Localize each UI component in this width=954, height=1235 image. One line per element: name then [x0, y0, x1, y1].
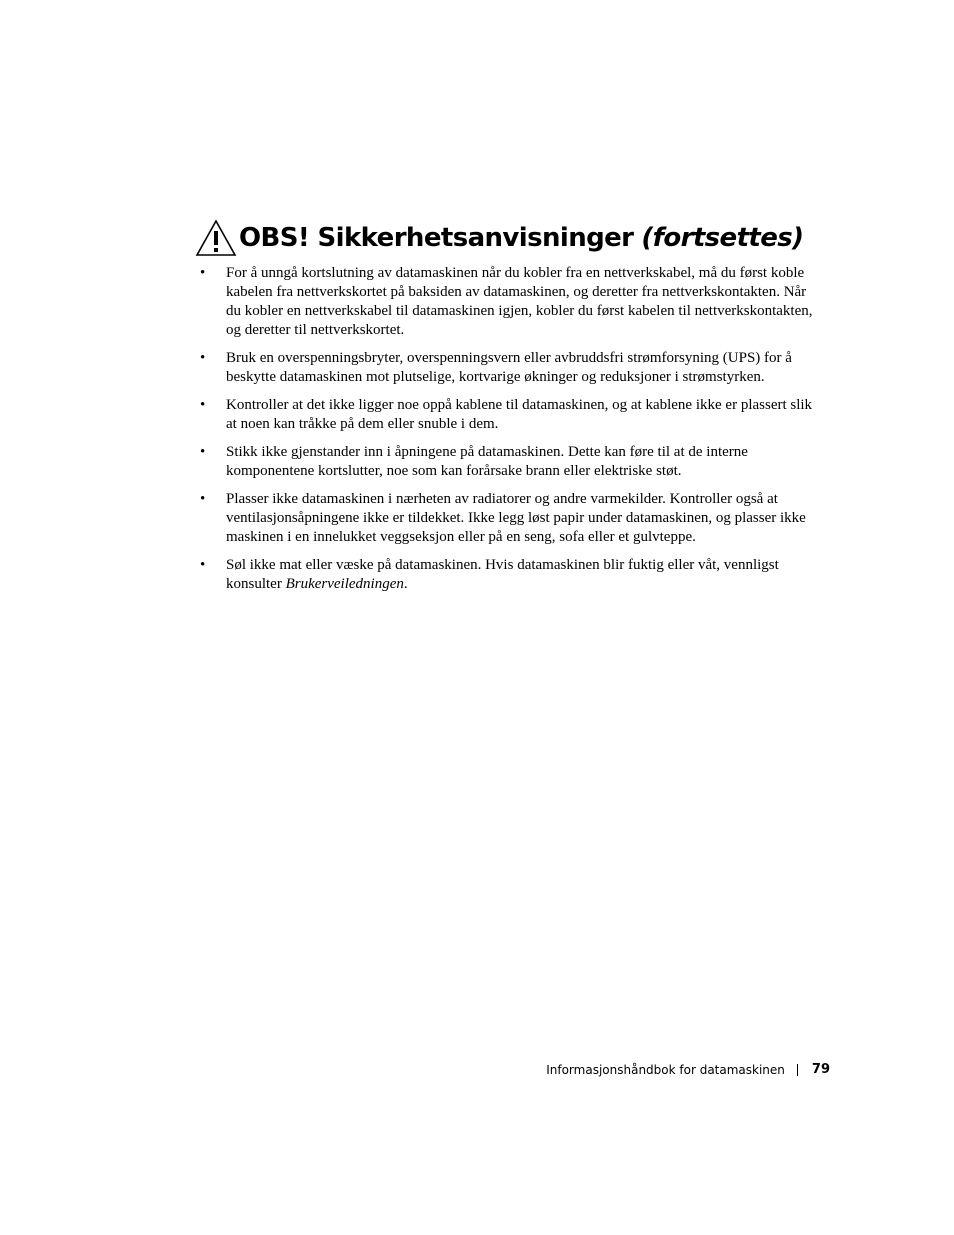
page-footer [546, 1060, 830, 1080]
list-item [196, 556, 816, 594]
list-item-text: For å unngå kortslutning av datamaskinen når du kobler fra en nettverkskabel, må du først koble kabelen fra nettverkskortet på baksiden av datamaskinen, og deretter fra nettverkskontakten. Når du kobler en nettverkskabel til datamaskinen igjen, kobler du først kabelen til nettverkskontakten, og deretter til nettverkskortet. [226, 265, 813, 338]
heading-title: OBS! Sikkerhetsanvisninger [239, 223, 634, 253]
list-item [196, 396, 816, 434]
list-item-text: Stikk ikke gjenstander inn i åpningene på datamaskinen. Dette kan føre til at de interne komponentene kortslutter, noe som kan forårsake brann eller elektriske støt. [226, 444, 748, 479]
manual-title-reference: Brukerveiledningen [285, 576, 404, 592]
list-item-text: Kontroller at det ikke ligger noe oppå kablene til datamaskinen, og at kablene ikke er plassert slik at noen kan tråkke på dem eller snuble i dem. [226, 397, 813, 432]
list-item-text-end: . [403, 576, 408, 592]
bullet-marker: • [200, 557, 206, 573]
page-heading [195, 216, 803, 260]
list-item-text: Plasser ikke datamaskinen i nærheten av radiatorer og andre varmekilder. Kontroller også at ventilasjonsåpningene ikke er tildekket. Ikke legg løst papir under datamaskinen, og plasser ikke maskinen i en innelukket veggseksjon eller på en seng, sofa eller et gulvteppe. [226, 491, 806, 545]
footer-title: Informasjonshåndbok for datamaskinen [546, 1063, 785, 1077]
list-item [196, 264, 816, 340]
warning-triangle-icon [195, 219, 237, 257]
footer-divider [797, 1064, 798, 1076]
list-item [196, 490, 816, 547]
list-item [196, 349, 816, 387]
heading-continued-label: (fortsettes) [641, 223, 804, 253]
safety-instructions-list [196, 264, 816, 603]
list-item-text: Bruk en overspenningsbryter, overspenningsvern eller avbruddsfri strømforsyning (UPS) for å beskytte datamaskinen mot plutselige, kortvarige økninger og reduksjoner i strømstyrken. [226, 350, 792, 385]
list-item [196, 443, 816, 481]
bullet-marker: • [200, 444, 206, 460]
bullet-marker: • [200, 397, 206, 413]
page-number: 79 [811, 1062, 830, 1077]
bullet-marker: • [200, 265, 206, 281]
bullet-marker: • [200, 350, 206, 366]
bullet-marker: • [200, 491, 206, 507]
list-item-text: Søl ikke mat eller væske på datamaskinen. Hvis datamaskinen blir fuktig eller våt, vennligst konsulter [226, 557, 779, 592]
